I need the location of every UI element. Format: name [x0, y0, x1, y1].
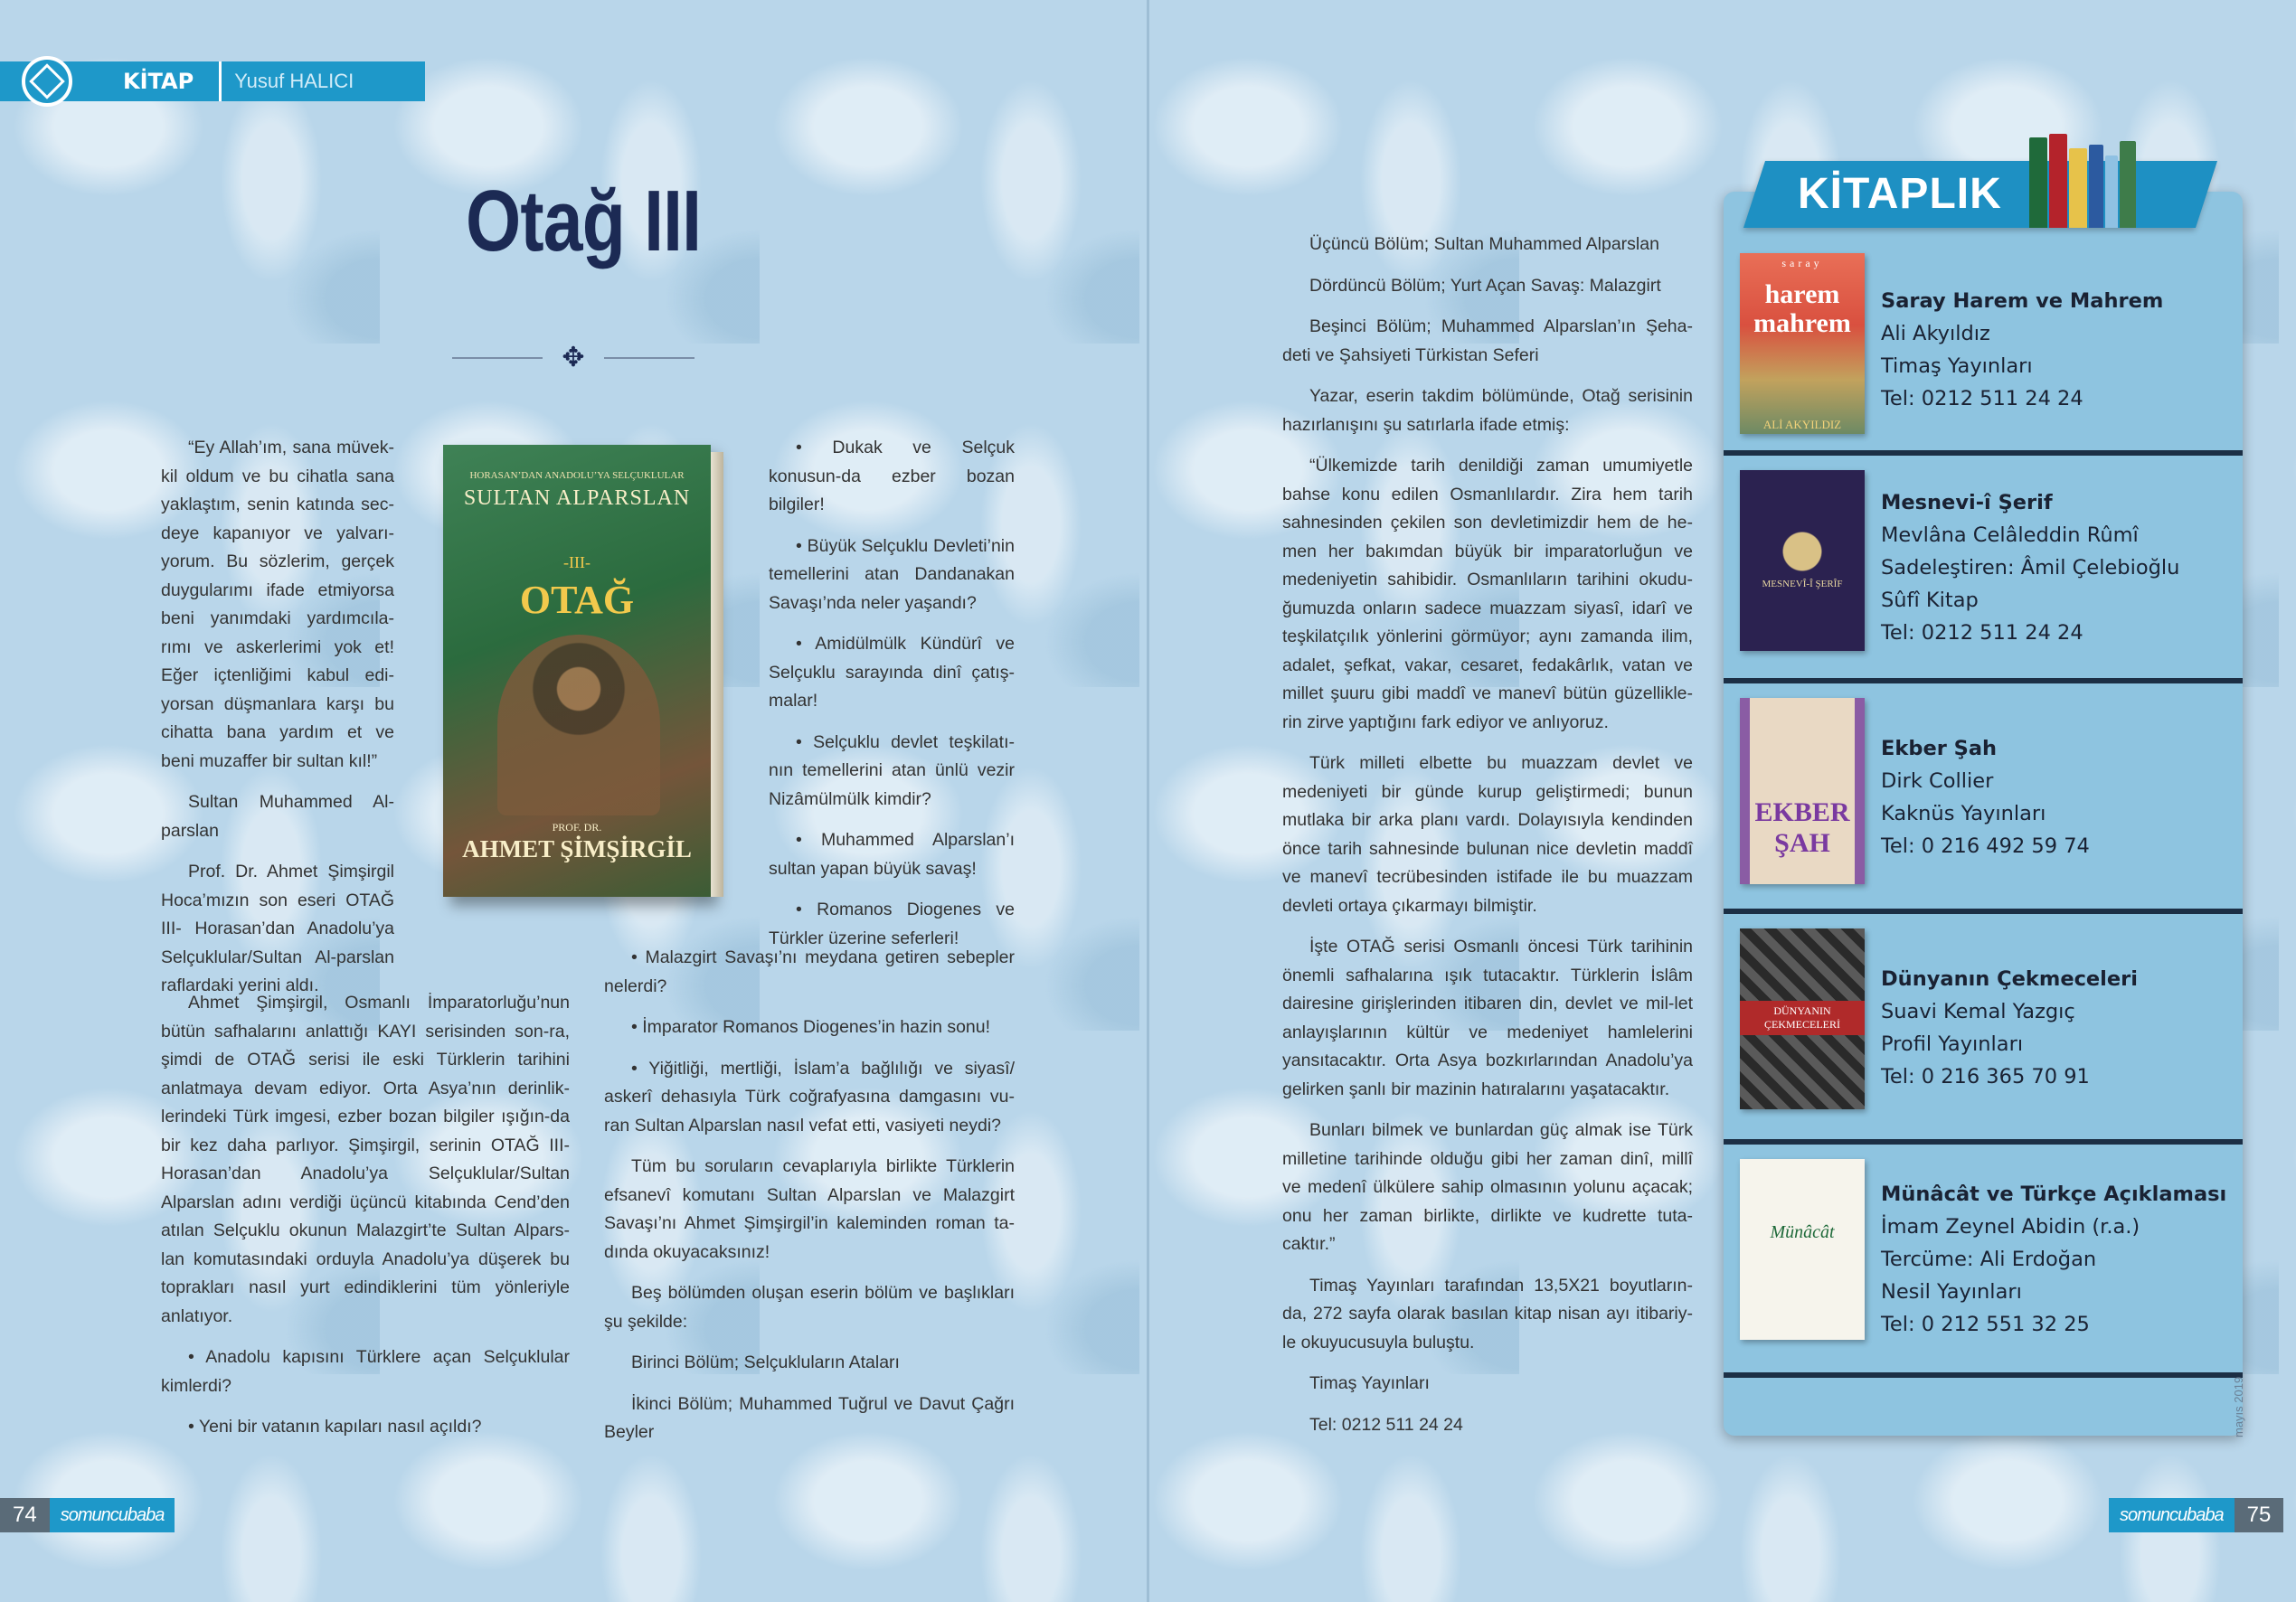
article-column-3 — [1282, 231, 1693, 1452]
book-detail: Dirk Collier — [1881, 769, 1994, 793]
paragraph: • Yeni bir vatanın kapıları nasıl açıldı? — [188, 1417, 482, 1437]
book-detail: Mevlâna Celâleddin Rûmî — [1881, 523, 2139, 547]
book-title: Mesnevi-î Şerif — [1881, 491, 2053, 514]
kitaplik-item — [1724, 1139, 2243, 1378]
book-detail: Timaş Yayınları — [1881, 354, 2033, 378]
paragraph: Yazar, eserin takdim bölümünde, Otağ serisinin hazırlanışını şu satırlarla ifade etmiş: — [1282, 386, 1693, 435]
book-info — [1881, 963, 2138, 1093]
page-number-left: 74 — [0, 1498, 50, 1532]
paragraph: Türk milleti elbette bu muazzam devlet ve medeniyeti bir günde kurup geliştirmedi; bunun mutlaka bir arka planı vardı. Dolayısıyla kendinden önce tarih sahnesinde bulunan nice devletin maddî ve manevî tecrübesinden istifade ile bu muazzam devleti ortaya çıkarmayı bilmiştir. — [1282, 753, 1693, 916]
kitaplik-item — [1724, 678, 2243, 914]
article-column-1-wide — [161, 989, 570, 1455]
paragraph: • Amidülmülk Kündürî ve Selçuklu sarayında dinî çatış-malar! — [769, 634, 1015, 711]
paragraph: • İmparator Romanos Diogenes’in hazin sonu! — [631, 1017, 991, 1037]
book-title: Münâcât ve Türkçe Açıklaması — [1881, 1183, 2227, 1206]
article-title: Otağ III — [466, 173, 702, 269]
paragraph: • Romanos Diogenes ve Türkler üzerine seferleri! — [769, 900, 1015, 948]
brand-left: somuncubaba — [50, 1498, 175, 1532]
book-cover-thumbnail — [1740, 928, 1865, 1109]
kitaplik-item — [1724, 242, 2243, 456]
kitaplik-item — [1724, 450, 2243, 683]
paragraph: Ahmet Şimşirgil, Osmanlı İmparatorluğu’nun bütün safhalarını anlattığı KAYI serisinden son-ra, şimdi de OTAĞ serisi ile eski Türklerin tarihini anlatmaya devam ediyor. Orta Asya’nın derinlik-lerindeki Türk imgesi, ezber bozan bilgiler ışığın-da bir kez daha parlıyor. Şimşirgil, serinin OTAĞ III- Horasan’dan Anadolu’ya Selçuklular/Sultan Alparslan adını verdiği üçüncü kitabında Cend’den atılan Selçuklu okunun Malazgirt’te Sultan Alpars-lan komutasındaki orduyla Anadolu’ya düşerek bu toprakları nasıl yurt edindiklerini tüm yönleriyle anlatıyor. — [161, 993, 570, 1326]
book-detail: Sadeleştiren: Âmil Çelebioğlu — [1881, 556, 2180, 580]
book-cover-otag — [443, 445, 711, 897]
cover-text: Münâcât — [1770, 1222, 1835, 1242]
paragraph: • Malazgirt Savaşı’nı meydana getiren sebepler nelerdi? — [604, 947, 1015, 996]
book-detail: Tel: 0 216 492 59 74 — [1881, 834, 2090, 858]
cover-subtitle: SULTAN ALPARSLAN — [463, 486, 691, 510]
paragraph: • Dukak ve Selçuk konusun-da ezber bozan bilgiler! — [769, 438, 1015, 514]
paragraph: • Büyük Selçuklu Devleti’nin temellerini atan Dandanakan Savaşı’nda neler yaşandı? — [769, 535, 1015, 613]
section-tab — [0, 61, 425, 101]
paragraph: Bunları bilmek ve bunlardan güç almak ise Türk milletine tarihinde olduğu gibi her zaman dinî, millî ve medenî ülkülere sahip olmasının yolunu açacak; onu her zaman birlikte, dirlikte ve kudrette tuta-caktır.” — [1282, 1120, 1693, 1254]
book-cover-thumbnail — [1740, 470, 1865, 651]
paragraph: Tel: 0212 511 24 24 — [1309, 1414, 1463, 1435]
paragraph: İkinci Bölüm; Muhammed Tuğrul ve Davut Çağrı Beyler — [604, 1393, 1015, 1442]
book-info — [1881, 1178, 2226, 1341]
paragraph: Dördüncü Bölüm; Yurt Açan Savaş: Malazgirt — [1309, 275, 1661, 296]
knot-ornament-icon: ✥ — [562, 342, 585, 373]
book-detail: Kaknüs Yayınları — [1881, 802, 2046, 825]
book-cover-thumbnail — [1740, 253, 1865, 434]
paragraph: “Ey Allah’ım, sana müvek-kil oldum ve bu cihatla sana yaklaştım, senin katında sec-deye kapanıyor ve yalvarı-yorum. Bu sözlerim, gerçek duygularımı ifade etmiyorsa beni yanımdaki yardımcıla-rımı ve askerlerimi yok et! Eğer içtenliğimi kabul edi-yorsan düşmanlara karşı bu cihatta bana yardım et ve beni muzaffer bir sultan kıl!” — [161, 438, 394, 771]
book-title: Dünyanın Çekmeceleri — [1881, 967, 2138, 991]
cover-volume: -III- — [563, 553, 591, 571]
section-label: KİTAP — [74, 61, 219, 101]
cover-author: AHMET ŞİMŞİRGİL — [462, 835, 692, 862]
kitaplik-title: KİTAPLIK — [1798, 170, 2002, 218]
article-column-2 — [769, 434, 1015, 966]
article-column-2-wide — [604, 944, 1015, 1460]
paragraph: Üçüncü Bölüm; Sultan Muhammed Alparslan — [1309, 234, 1659, 254]
cover-prof: PROF. DR. — [552, 821, 602, 834]
book-cover-thumbnail — [1740, 1159, 1865, 1340]
article-column-1 — [161, 434, 394, 1013]
book-cover-thumbnail — [1740, 698, 1865, 884]
book-detail: Tel: 0212 511 24 24 — [1881, 621, 2083, 645]
cover-text: DÜNYANIN ÇEKMECELERİ — [1740, 1001, 1865, 1035]
paragraph: Timaş Yayınları tarafından 13,5X21 boyutların-da, 272 sayfa olarak basılan kitap nisan ayı itibariy-le okuyucusuyla buluştu. — [1282, 1275, 1693, 1352]
book-info — [1881, 285, 2163, 415]
paragraph: “Ülkemizde tarih denildiği zaman umumiyetle bahse konu edilen Osmanlılardır. Zira hem tarih sahnesinden çekilen son devletimizdir hem de he-men her bakımdan büyük bir imparatorluğun ve medeniyetin sahibidir. Osmanlıların tarihini okudu-ğumuzda onların sadece muazzam siyasî, idarî ve teşkilatçılık yönlerini görmüyor; aynı zamanda ilim, adalet, şefkat, vakar, cesaret, fedakârlık, vatan ve millet şuuru gibi maddî ve manevî bütün güzellikle-rin zirve yaptığını fark ediyor ve anlıyoruz. — [1282, 456, 1693, 732]
paragraph: İşte OTAĞ serisi Osmanlı öncesi Türk tarihinin önemli safhalarına ışık tutacaktır. Türklerin İslâm dairesine girişlerinden itibaren din, devlet ve mil-let anlayışlarının kültür ve medeniyet hamlelerini yansıtacaktır. Orta Asya bozkırlarından Anadolu’ya gelirken şanlı bir mazinin hatıralarını yaşatacaktır. — [1282, 937, 1693, 1099]
brand-right: somuncubaba — [2109, 1498, 2235, 1532]
book-info — [1881, 732, 2090, 862]
paragraph: • Selçuklu devlet teşkilatı-nın temellerini atan ünlü vezir Nizâmülmülk kimdir? — [769, 731, 1015, 809]
cover-text: MESNEVÎ-Î ŞERÎF — [1762, 579, 1843, 589]
book-title: Ekber Şah — [1881, 737, 1998, 760]
cover-text: EKBER ŞAH — [1754, 797, 1850, 858]
author-name: Yusuf HALICI — [219, 61, 425, 101]
paragraph: Tüm bu soruların cevaplarıyla birlikte Türklerin efsanevî komutanı Sultan Alparslan ve Malazgirt Savaşı’nı Ahmet Şimşirgil’in kaleminden roman ta-dında okuyacaksınız! — [604, 1156, 1015, 1262]
book-detail: Tercüme: Ali Erdoğan — [1881, 1248, 2097, 1271]
book-detail: İmam Zeynel Abidin (r.a.) — [1881, 1215, 2140, 1239]
paragraph: Beşinci Bölüm; Muhammed Alparslan’ın Şeha-deti ve Şahsiyeti Türkistan Seferi — [1282, 316, 1693, 365]
book-title: Saray Harem ve Mahrem — [1881, 289, 2164, 313]
paragraph: Prof. Dr. Ahmet Şimşirgil Hoca’mızın son eseri OTAĞ III- Horasan’dan Anadolu’ya Selçuklular/Sultan Al-parslan raflardaki yerini aldı. — [161, 862, 394, 995]
paragraph: Birinci Bölüm; Selçukluların Ataları — [631, 1352, 900, 1372]
book-detail: Nesil Yayınları — [1881, 1280, 2022, 1304]
page-number-right: 75 — [2235, 1498, 2284, 1532]
section-diamond-icon — [0, 61, 74, 101]
book-detail: Tel: 0212 511 24 24 — [1881, 387, 2083, 410]
cover-text-bottom: ALİ AKYILDIZ — [1762, 418, 1842, 431]
paragraph: • Muhammed Alparslan’ı sultan yapan büyük savaş! — [769, 830, 1015, 879]
paragraph: Sultan Muhammed Al-parslan — [161, 792, 394, 841]
book-detail: Tel: 0 212 551 32 25 — [1881, 1313, 2090, 1336]
warrior-illustration — [497, 635, 660, 815]
kitaplik-item — [1724, 909, 2243, 1145]
book-detail: Ali Akyıldız — [1881, 322, 1990, 345]
cover-supertitle: HORASAN’DAN ANADOLU’YA SELÇUKLULAR — [469, 470, 685, 481]
page-gutter — [1147, 0, 1149, 1602]
books-stack-icon — [2029, 134, 2143, 228]
issue-date: mayıs 2019 — [2232, 1376, 2245, 1437]
footer-right — [2109, 1498, 2283, 1532]
book-detail: Suavi Kemal Yazgıç — [1881, 1000, 2075, 1023]
paragraph: Beş bölümden oluşan eserin bölüm ve başlıkları şu şekilde: — [604, 1283, 1015, 1332]
book-info — [1881, 486, 2179, 649]
paragraph: Timaş Yayınları — [1309, 1373, 1430, 1393]
book-detail: Tel: 0 216 365 70 91 — [1881, 1065, 2090, 1088]
book-detail: Sûfî Kitap — [1881, 589, 1979, 612]
paragraph: • Yiğitliği, mertliği, İslam’a bağlılığı ve siyasî/ askerî dehasıyla Türk coğrafyasına damgasını vu-ran Sultan Alparslan nasıl vefat etti, vasiyeti neydi? — [604, 1058, 1015, 1136]
title-ornament — [452, 340, 694, 376]
cover-text-top: saray — [1781, 257, 1823, 269]
paragraph: • Anadolu kapısını Türklere açan Selçuklular kimlerdi? — [161, 1347, 570, 1396]
cover-text: harem mahrem — [1753, 279, 1851, 338]
cover-title: OTAĞ — [519, 578, 635, 622]
footer-left — [0, 1498, 175, 1532]
book-detail: Profil Yayınları — [1881, 1032, 2024, 1056]
